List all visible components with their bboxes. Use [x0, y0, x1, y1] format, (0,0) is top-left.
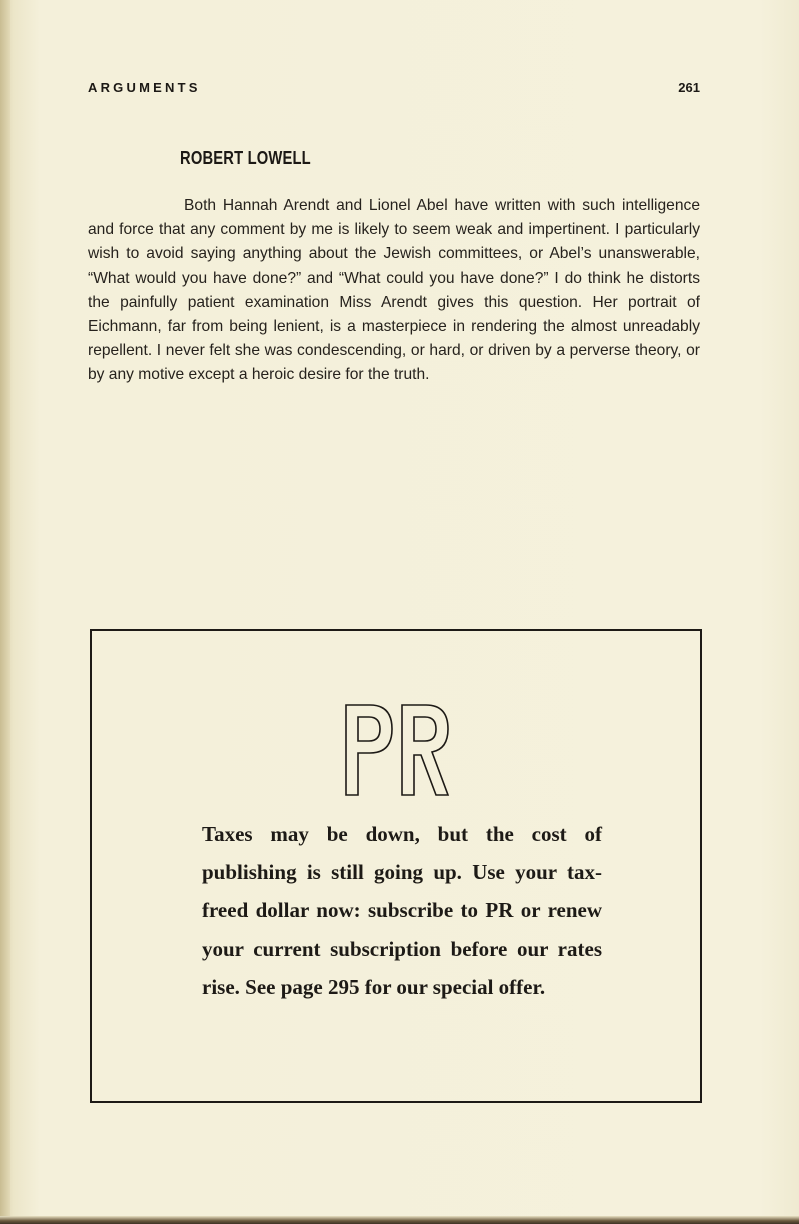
- page-number: 261: [678, 80, 700, 95]
- advertisement-box: [90, 629, 702, 1103]
- article-author: ROBERT LOWELL: [180, 148, 311, 168]
- running-head: [88, 80, 700, 100]
- page-bottom-edge: [0, 1216, 799, 1224]
- article-paragraph: [88, 194, 700, 388]
- article-paragraph-text: Both Hannah Arendt and Lionel Abel have written with such intelligence and force that any comment by me is likely to seem weak and impertinent. I particularly wish to avoid saying anything about the Jewish committees, or Abel’s unanswerable, “What would you have done?” and “What could you have done?” I do think he distorts the painfully patient examination Miss Arendt gives this question. Her portrait of Eichmann, far from being lenient, is a masterpiece in rendering the almost unreadably repellent. I never felt she was condescending, or hard, or driven by a perverse theory, or by any motive except a heroic desire for the truth.: [88, 197, 700, 384]
- page-binding-edge: [0, 0, 10, 1224]
- running-title: ARGUMENTS: [88, 80, 201, 95]
- pr-logo-icon: [342, 701, 452, 799]
- advertisement-text: Taxes may be down, but the cost of publishing is still going up. Use your tax-freed dollar now: subscribe to PR or renew your current subscription before our rates rise. See page 295 for our special offer.: [202, 822, 602, 999]
